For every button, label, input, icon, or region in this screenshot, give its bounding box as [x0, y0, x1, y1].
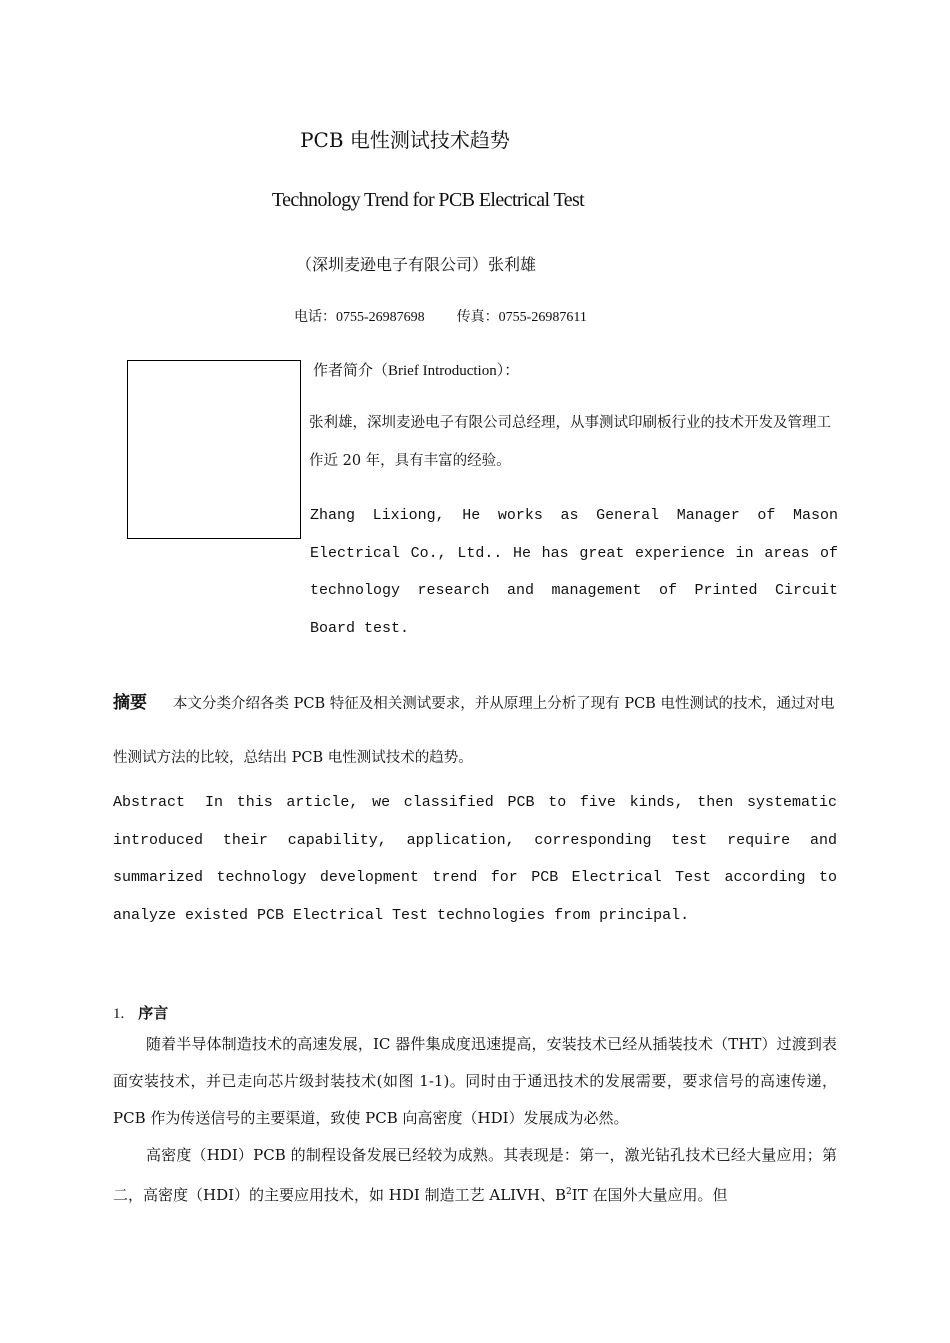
section-title: 序言 — [138, 1004, 169, 1022]
contact-line — [294, 306, 587, 326]
phone-number: 电话：0755-26987698 — [294, 310, 425, 325]
paragraph-2-text-b: IT 在国外大量应用。但 — [571, 1186, 728, 1204]
abstract-label-en: Abstract — [113, 794, 186, 811]
abstract-text-en: In this article, we classified PCB to five kinds, then systematic introduced their capability, application, corresponding test require and summarized technology development trend for PCB Electrical Test according to analyze existed PCB Electrical Test technologies from principal. — [113, 794, 837, 924]
section-number: 1. — [113, 1006, 125, 1022]
paper-title-en: Technology Trend for PCB Electrical Test — [271, 189, 585, 211]
abstract-en — [113, 784, 837, 934]
fax-number: 传真：0755-26987611 — [456, 310, 587, 325]
paper-title-cn: PCB 电性测试技术趋势 — [300, 128, 510, 152]
abstract-text-cn: 本文分类介绍各类 PCB 特征及相关测试要求，并从原理上分析了现有 PCB 电性测试的技术，通过对电性测试方法的比较，总结出 PCB 电性测试技术的趋势。 — [113, 696, 835, 766]
abstract-label-cn: 摘要 — [113, 693, 147, 713]
author-intro-heading: 作者简介（Brief Introduction）： — [313, 363, 520, 379]
paragraph-2-text-a: 高密度（HDI）PCB 的制程设备发展已经较为成熟。其表现是：第一，激光钻孔技术已经大量应用；第二，高密度（HDI）的主要应用技术，如 HDI 制造工艺 ALIVH、B — [113, 1146, 837, 1204]
author-photo-placeholder — [127, 360, 301, 539]
section-paragraph-1: 随着半导体制造技术的高速发展，IC 器件集成度迅速提高，安装技术已经从插装技术（THT）过渡到表面安装技术，并已走向芯片级封装技术(如图 1-1)。同时由于通迅技术的发展需要，要求信号的高速传递，PCB 作为传送信号的主要渠道，致使 PCB 向高密度（HDI）发展成为必然。 — [113, 1035, 837, 1127]
superscript-2: 2 — [566, 1187, 572, 1197]
section-heading — [113, 1002, 168, 1023]
section-paragraph-2 — [113, 1137, 837, 1214]
author-bio-en: Zhang Lixiong, He works as General Manager of Mason Electrical Co., Ltd.. He has great experience in areas of technology research and management of Printed Circuit Board test. — [310, 507, 838, 637]
author-bio-cn: 张利雄，深圳麦逊电子有限公司总经理，从事测试印刷板行业的技术开发及管理工作近 20 年，具有丰富的经验。 — [309, 415, 831, 469]
abstract-cn — [113, 676, 837, 785]
author-affiliation: （深圳麦逊电子有限公司）张利雄 — [296, 255, 537, 274]
